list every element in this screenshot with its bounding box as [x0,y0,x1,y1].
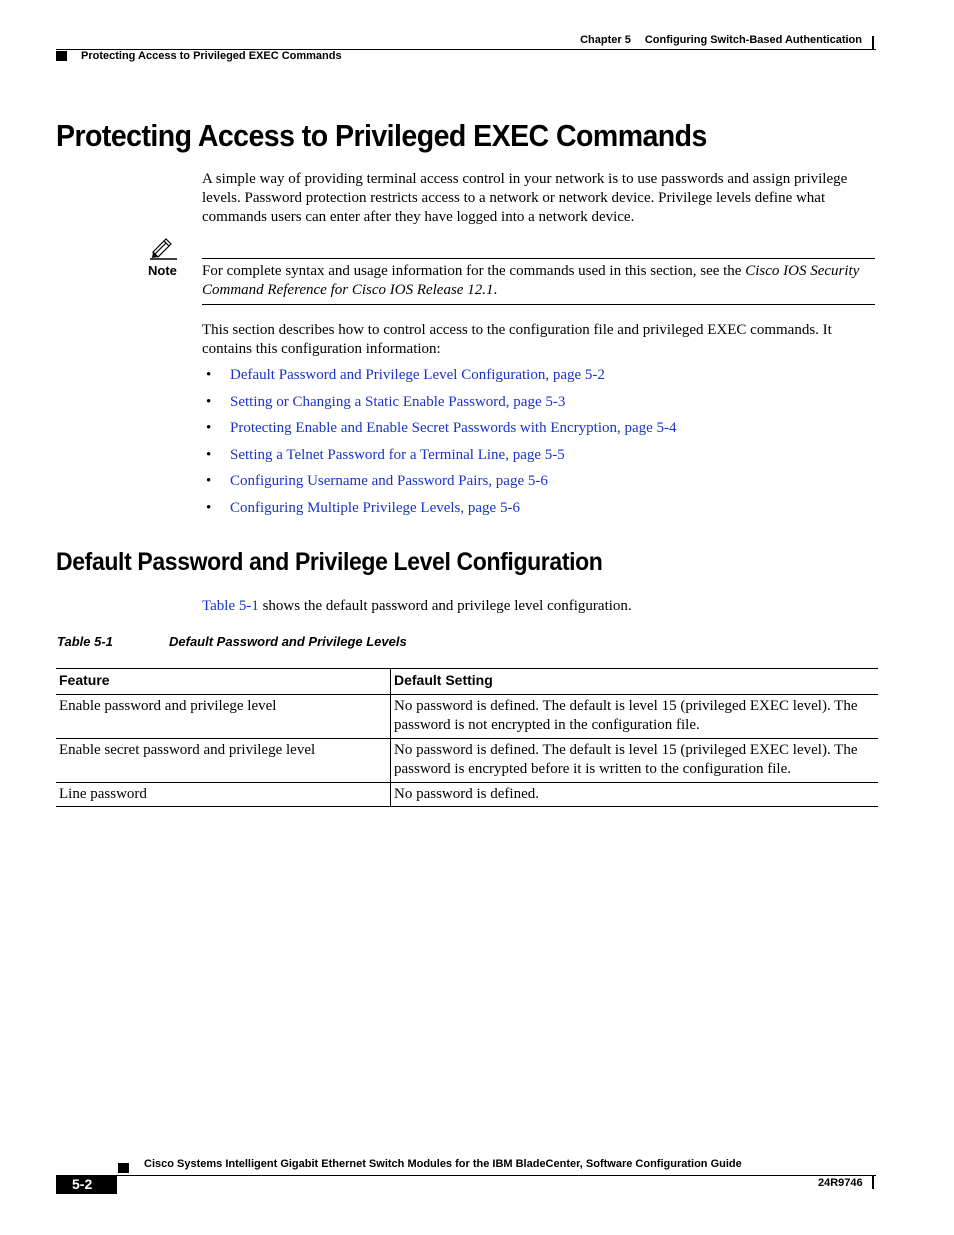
topic-link[interactable]: Configuring Username and Password Pairs, page 5-6 [230,473,548,489]
list-item [206,366,677,393]
document-number: 24R9746 [818,1177,863,1189]
note-reference-title: Cisco IOS Security Command Reference for Cisco IOS Release 12.1 [202,263,860,298]
default-setting-cell: No password is defined. The default is level 15 (privileged EXEC level). The password is not encrypted in the configuration file. [391,695,879,739]
bullet: • [206,473,212,489]
header-vertical-bar [872,36,874,50]
footer-guide-title: Cisco Systems Intelligent Gigabit Ethernet Switch Modules for the IBM BladeCenter, Software Configuration Guide [144,1158,742,1170]
feature-cell: Line password [56,783,391,807]
list-item [206,446,677,473]
topic-link[interactable]: Configuring Multiple Privilege Levels, page 5-6 [230,499,520,516]
column-header-default-setting: Default Setting [391,669,879,695]
topic-link[interactable]: Setting or Changing a Static Enable Password, page 5-3 [230,393,566,410]
note-text [202,262,877,300]
page-title: Protecting Access to Privileged EXEC Commands [56,118,707,153]
bullet: • [206,393,212,410]
topic-link[interactable]: Setting a Telnet Password for a Terminal Line, page 5-5 [230,446,565,463]
topic-link[interactable]: Default Password and Privilege Level Configuration, page 5-2 [230,367,605,383]
table-reference-link[interactable]: Table 5-1 [202,598,259,614]
running-header-section: Protecting Access to Privileged EXEC Commands [81,50,342,62]
intro-paragraph: A simple way of providing terminal access control in your network is to use passwords and assign privilege levels. Password protection restricts access to a network or network device. Privilege levels define what commands users can enter after they have logged into a network device. [202,171,848,225]
note-text-lead: For complete syntax and usage information for the commands used in this section, see the [202,263,746,279]
default-password-table [56,668,878,807]
note-text-end: . [493,282,498,298]
bullet: • [206,446,212,463]
note-bottom-rule [202,304,875,305]
default-setting-cell: No password is defined. The default is level 15 (privileged EXEC level). The password is encrypted before it is written to the configuration file. [391,739,879,783]
footer-marker [118,1163,129,1173]
table-reference-text: shows the default password and privilege level configuration. [258,598,632,614]
table-reference-paragraph [202,597,877,616]
footer-rule [56,1175,876,1176]
list-item [206,499,677,526]
topic-link[interactable]: Protecting Enable and Enable Secret Passwords with Encryption, page 5-4 [230,420,677,436]
column-header-feature: Feature [56,669,391,695]
bullet: • [206,499,212,516]
bullet: • [206,367,212,383]
list-item [206,393,677,420]
list-item [206,419,677,446]
table-row [56,739,878,783]
feature-cell: Enable secret password and privilege level [56,739,391,783]
table-caption-number: Table 5-1 [57,634,113,649]
topic-link-list [206,366,677,525]
default-setting-cell: No password is defined. [391,783,879,807]
note-top-rule [202,258,875,259]
running-header-chapter [580,34,862,46]
footer-vertical-bar [872,1175,874,1189]
note-label: Note [148,263,177,278]
page-number: 5-2 [72,1176,93,1192]
table-caption [57,634,407,649]
table-header-row [56,669,878,695]
note-pencil-icon [150,238,178,260]
table-row [56,695,878,739]
section-heading: Default Password and Privilege Level Configuration [56,548,603,576]
feature-cell: Enable password and privilege level [56,695,391,739]
chapter-label: Chapter 5 [580,34,631,46]
table-caption-title: Default Password and Privilege Levels [169,634,407,649]
header-marker [56,51,67,61]
table-row [56,783,878,807]
chapter-title: Configuring Switch-Based Authentication [644,34,862,46]
list-item [206,472,677,499]
section-intro-paragraph: This section describes how to control access to the configuration file and privileged EXEC commands. It contains this configuration information: [202,322,832,357]
bullet: • [206,420,212,436]
